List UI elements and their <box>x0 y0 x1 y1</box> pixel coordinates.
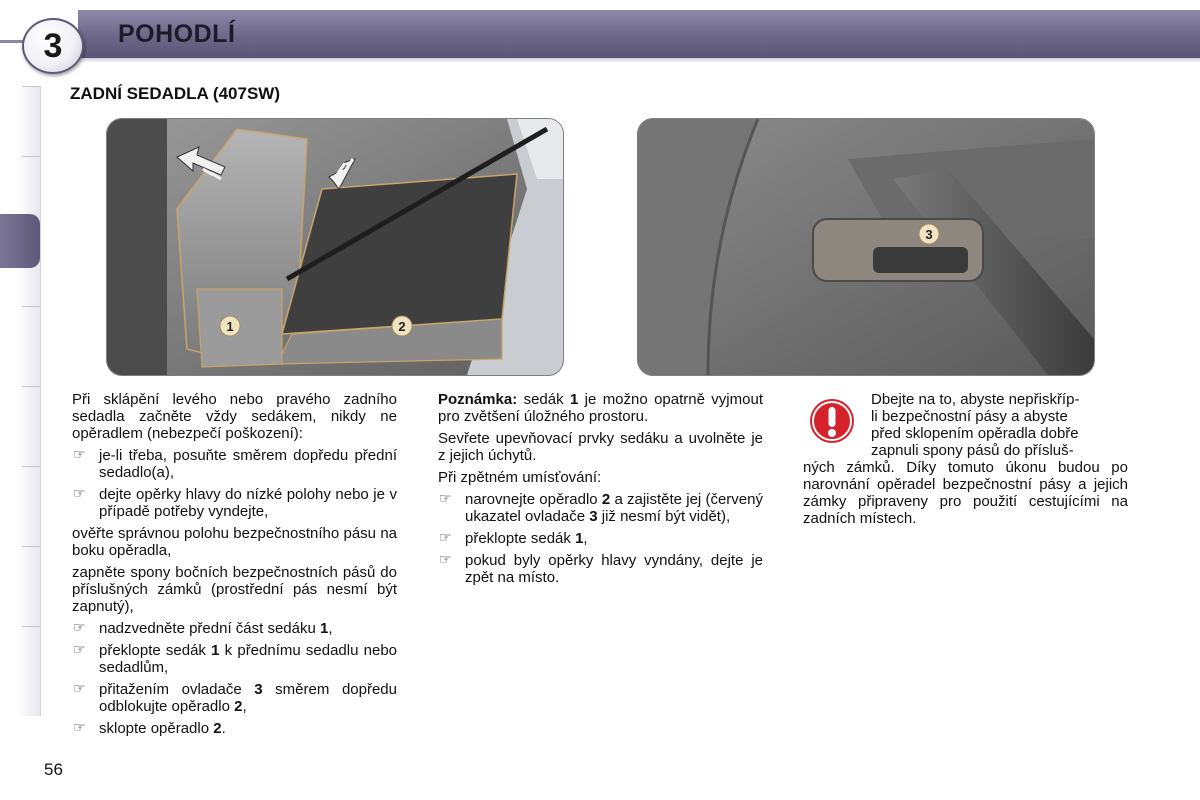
note-paragraph: Poznámka: sedák 1 je možno opatrně vyjmout pro zvětšení úložného prostoru. <box>438 391 763 425</box>
intro-paragraph: Při sklápění levého nebo pravého zadního sedadla začněte vždy sedákem, nikdy ne opěradlem (nebezpečí poškození): <box>72 391 397 442</box>
seat-release-control-photo <box>637 118 1095 376</box>
page-title: POHODLÍ <box>118 20 236 48</box>
list-item: ☞ je-li třeba, posuňte směrem dopředu přední sedadlo(a), <box>73 446 397 481</box>
pointing-hand-icon: ☞ <box>73 619 86 635</box>
pointing-hand-icon: ☞ <box>439 551 452 567</box>
text-column-1 <box>72 391 397 742</box>
warning-line: Dbejte na to, abyste nepřiskříp- <box>871 391 1080 408</box>
pointing-hand-icon: ☞ <box>73 680 86 696</box>
side-tab-divider <box>22 86 40 87</box>
paragraph: Při zpětném umísťování: <box>438 469 602 486</box>
pointing-hand-icon: ☞ <box>439 529 452 545</box>
list-item: ☞ pokud byly opěrky hlavy vyndány, dejte je zpět na místo. <box>439 551 763 586</box>
section-heading: ZADNÍ SEDADLA (407SW) <box>70 84 280 103</box>
photo-label-2: 2 <box>398 319 406 334</box>
paragraph: Sevřete upevňovací prvky sedáku a uvolněte je z jejich úchytů. <box>438 430 763 464</box>
warning-line: li bezpečnostní pásy a abyste <box>871 408 1068 425</box>
side-tab-active[interactable] <box>0 214 40 268</box>
list-item: ☞ přitažením ovladače 3 směrem dopředu odblokujte opěradlo 2, <box>73 680 397 715</box>
warning-body: ných zámků. Díky tomuto úkonu budou po narovnání opěradel bezpečnostní pásy a jejich zámky připraveny pro použití cestujícími na zadních místech. <box>803 459 1128 527</box>
photo-label-1: 1 <box>226 319 234 334</box>
paragraph: zapněte spony bočních bezpečnostních pásů do příslušných zámků (prostřední pás nesmí být zapnutý), <box>72 564 397 615</box>
list-item: ☞ překlopte sedák 1 k přednímu sedadlu nebo sedadlům, <box>73 641 398 676</box>
pointing-hand-icon: ☞ <box>73 641 86 657</box>
side-tab-divider <box>22 626 40 627</box>
warning-text <box>803 391 1128 527</box>
pointing-hand-icon: ☞ <box>73 485 86 501</box>
warning-line: zapnuli spony pásů do přísluš- <box>871 442 1074 459</box>
note-label: Poznámka: <box>438 391 518 408</box>
page-number: 56 <box>44 760 63 779</box>
rear-seat-photo <box>106 118 564 376</box>
side-tab-divider <box>22 306 40 307</box>
side-tab-divider <box>22 466 40 467</box>
page-header <box>0 0 1200 66</box>
rear-seat-illustration <box>107 119 563 375</box>
list-item: ☞ nadzvedněte přední část sedáku 1, <box>73 619 333 637</box>
side-tab-rail <box>18 86 41 716</box>
warning-line: před sklopením opěradla dobře <box>871 425 1079 442</box>
chapter-side-tabs <box>0 86 40 716</box>
list-item: ☞ sklopte opěradlo 2. <box>73 719 226 737</box>
photo-label-3: 3 <box>925 227 933 242</box>
pointing-hand-icon: ☞ <box>73 719 86 735</box>
header-bar <box>78 10 1200 58</box>
side-tab-divider <box>22 156 40 157</box>
list-item: ☞ narovnejte opěradlo 2 a zajistěte jej (červený ukazatel ovladače 3 již nesmí být vidět), <box>439 490 763 525</box>
paragraph: ověřte správnou polohu bezpečnostního pásu na boku opěradla, <box>72 525 397 559</box>
side-tab-divider <box>22 546 40 547</box>
text-column-2 <box>438 391 763 591</box>
list-item: ☞ dejte opěrky hlavy do nízké polohy nebo je v případě potřeby vyndejte, <box>73 485 397 520</box>
pointing-hand-icon: ☞ <box>439 490 452 506</box>
chapter-number-badge <box>22 18 84 74</box>
pointing-hand-icon: ☞ <box>73 446 86 462</box>
chapter-number: 3 <box>43 26 63 65</box>
side-tab-divider <box>22 386 40 387</box>
seat-release-illustration <box>638 119 1094 375</box>
list-item: ☞ překlopte sedák 1, <box>439 529 588 547</box>
